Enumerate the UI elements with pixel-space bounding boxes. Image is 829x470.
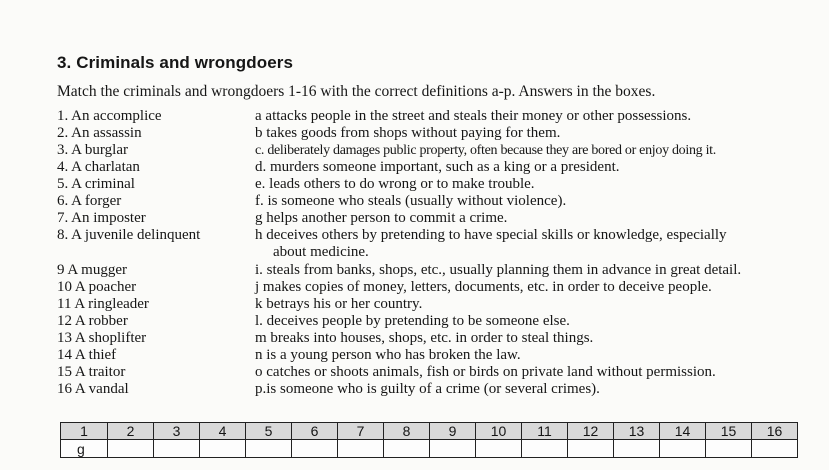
criminal-item: 7. An imposter (57, 210, 146, 226)
definition-item: b takes goods from shops without paying for them. (255, 125, 561, 141)
answer-number: 5 (246, 423, 292, 440)
criminal-item: 15 A traitor (57, 364, 126, 380)
criminal-item: 12 A robber (57, 313, 128, 329)
definition-item: e. leads others to do wrong or to make trouble. (255, 176, 535, 192)
definition-item: p.is someone who is guilty of a crime (or several crimes). (255, 381, 600, 397)
answer-number: 13 (614, 423, 660, 440)
answer-number: 2 (108, 423, 154, 440)
answer-cell[interactable] (246, 440, 292, 458)
answer-number: 11 (522, 423, 568, 440)
definition-item: d. murders someone important, such as a king or a president. (255, 159, 620, 175)
definition-item: k betrays his or her country. (255, 296, 423, 312)
answer-cell[interactable] (568, 440, 614, 458)
answer-cell[interactable] (200, 440, 246, 458)
criminals-list (57, 108, 257, 398)
criminal-item: 5. A criminal (57, 176, 135, 192)
criminal-item: 2. An assassin (57, 125, 142, 141)
criminal-item: 6. A forger (57, 193, 122, 209)
answer-number: 14 (660, 423, 706, 440)
criminal-item: 4. A charlatan (57, 159, 140, 175)
answer-cell[interactable] (430, 440, 476, 458)
answer-letters-row (61, 440, 798, 458)
criminal-item: 13 A shoplifter (57, 330, 147, 346)
answer-number: 16 (752, 423, 798, 440)
answer-number: 12 (568, 423, 614, 440)
answer-cell[interactable] (476, 440, 522, 458)
answer-cell[interactable] (660, 440, 706, 458)
definition-item: g helps another person to commit a crime. (255, 210, 508, 226)
criminal-item: 16 A vandal (57, 381, 129, 397)
answer-cell[interactable]: g (61, 440, 108, 458)
answer-cell[interactable] (384, 440, 430, 458)
criminal-item: 11 A ringleader (57, 296, 149, 312)
definition-item: m breaks into houses, shops, etc. in order to steal things. (255, 330, 594, 346)
answer-number: 8 (384, 423, 430, 440)
answer-number: 1 (61, 423, 108, 440)
definition-item: o catches or shoots animals, fish or birds on private land without permission. (255, 364, 716, 380)
answer-cell[interactable] (614, 440, 660, 458)
definition-item: i. steals from banks, shops, etc., usually planning them in advance in great detail. (255, 262, 742, 278)
answer-cell[interactable] (752, 440, 798, 458)
definition-item: n is a young person who has broken the law. (255, 347, 521, 363)
criminal-item: 3. A burglar (57, 142, 128, 158)
definition-item: h deceives others by pretending to have special skills or knowledge, especially (255, 227, 727, 243)
section-title: 3. Criminals and wrongdoers (57, 53, 294, 72)
criminal-item: 8. A juvenile delinquent (57, 227, 201, 243)
answer-number: 6 (292, 423, 338, 440)
answer-cell[interactable] (292, 440, 338, 458)
definition-item-continuation: about medicine. (273, 244, 369, 260)
answer-cell[interactable] (108, 440, 154, 458)
answer-number: 10 (476, 423, 522, 440)
criminal-item: 9 A mugger (57, 262, 127, 278)
answer-number: 9 (430, 423, 476, 440)
answer-numbers-row (61, 423, 798, 440)
spacer (57, 244, 257, 261)
criminal-item: 10 A poacher (57, 279, 137, 295)
criminal-item: 1. An accomplice (57, 108, 162, 124)
answer-number: 15 (706, 423, 752, 440)
answer-table (60, 422, 798, 458)
definitions-list (255, 108, 815, 398)
instructions: Match the criminals and wrongdoers 1-16 with the correct definitions a-p. Answers in the boxes. (57, 83, 656, 100)
answer-cell[interactable] (154, 440, 200, 458)
answer-number: 7 (338, 423, 384, 440)
definition-item: l. deceives people by pretending to be someone else. (255, 313, 570, 329)
definition-item: c. deliberately damages public property, often because they are bored or enjoy doing it. (255, 143, 716, 158)
definition-item: j makes copies of money, letters, documents, etc. in order to deceive people. (255, 279, 712, 295)
criminal-item: 14 A thief (57, 347, 117, 363)
answer-cell[interactable] (706, 440, 752, 458)
definition-item: a attacks people in the street and steals their money or other possessions. (255, 108, 692, 124)
answer-cell[interactable] (338, 440, 384, 458)
answer-number: 3 (154, 423, 200, 440)
answer-number: 4 (200, 423, 246, 440)
answer-cell[interactable] (522, 440, 568, 458)
definition-item: f. is someone who steals (usually without violence). (255, 193, 567, 209)
